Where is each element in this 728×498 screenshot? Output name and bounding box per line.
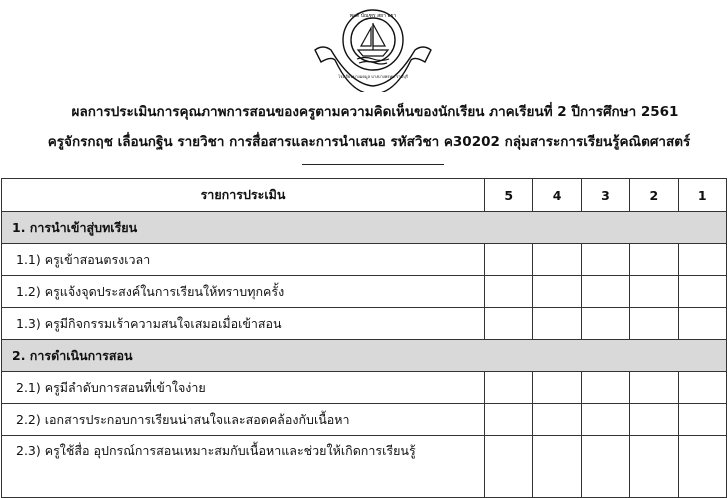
- score-cell[interactable]: [630, 244, 678, 276]
- criterion-label: 2.1) ครูมีลำดับการสอนที่เข้าใจง่าย: [2, 372, 485, 404]
- score-cell[interactable]: [678, 404, 726, 436]
- header-score-2: 2: [630, 179, 678, 212]
- section-row: [2, 340, 727, 372]
- score-cell[interactable]: [484, 244, 532, 276]
- table-row: [2, 404, 727, 436]
- section-row: [2, 212, 727, 244]
- score-cell[interactable]: [533, 372, 581, 404]
- score-cell[interactable]: [533, 276, 581, 308]
- report-title: ผลการประเมินการคุณภาพการสอนของครูตามความคิดเห็นของนักเรียน ภาคเรียนที่ 2 ปีการศึกษา 2561: [71, 104, 679, 120]
- score-cell[interactable]: [581, 244, 629, 276]
- score-cell[interactable]: [581, 372, 629, 404]
- header-score-1: 1: [678, 179, 726, 212]
- score-cell[interactable]: [533, 404, 581, 436]
- score-cell[interactable]: [630, 308, 678, 340]
- score-cell[interactable]: [484, 276, 532, 308]
- table-row: [2, 308, 727, 340]
- score-cell[interactable]: [630, 372, 678, 404]
- criterion-label: 1.2) ครูแจ้งจุดประสงค์ในการเรียนให้ทราบทุกครั้ง: [2, 276, 485, 308]
- section-title: 1. การนำเข้าสู่บทเรียน: [2, 212, 727, 244]
- section-title: 2. การดำเนินการสอน: [2, 340, 727, 372]
- table-row: [2, 436, 727, 498]
- table-row: [2, 372, 727, 404]
- score-cell[interactable]: [533, 244, 581, 276]
- header-score-5: 5: [484, 179, 532, 212]
- score-cell[interactable]: [484, 372, 532, 404]
- table-header-row: [2, 179, 727, 212]
- school-emblem: [311, 4, 435, 92]
- table-row: [2, 244, 727, 276]
- header-score-4: 4: [533, 179, 581, 212]
- criterion-label: 2.2) เอกสารประกอบการเรียนน่าสนใจและสอดคล้องกับเนื้อหา: [2, 404, 485, 436]
- score-cell[interactable]: [581, 436, 629, 498]
- score-cell[interactable]: [678, 244, 726, 276]
- emblem-bottom-text: โรงเรียนบางมดมูล บางบางพรหม ราชบุรี: [338, 74, 408, 79]
- score-cell[interactable]: [630, 436, 678, 498]
- report-subtitle: ครูจักรกฤช เลื่อนกฐิน รายวิชา การสื่อสารและการนำเสนอ รหัสวิชา ค30202 กลุ่มสาระการเรียนรู้คณิตศาสตร์: [47, 134, 691, 150]
- score-cell[interactable]: [581, 276, 629, 308]
- header-score-3: 3: [581, 179, 629, 212]
- criterion-label: 1.1) ครูเข้าสอนตรงเวลา: [2, 244, 485, 276]
- criterion-label: 1.3) ครูมีกิจกรรมเร้าความสนใจเสมอเมื่อเข้าสอน: [2, 308, 485, 340]
- score-cell[interactable]: [678, 436, 726, 498]
- score-cell[interactable]: [678, 372, 726, 404]
- title-underline: [302, 164, 444, 165]
- emblem-top-text: พอดี บัณฑุร สยา อยา: [349, 13, 397, 19]
- score-cell[interactable]: [581, 404, 629, 436]
- criterion-label: 2.3) ครูใช้สื่อ อุปกรณ์การสอนเหมาะสมกับเนื้อหาและช่วยให้เกิดการเรียนรู้: [2, 436, 485, 498]
- score-cell[interactable]: [484, 404, 532, 436]
- evaluation-table: [1, 178, 727, 498]
- score-cell[interactable]: [630, 276, 678, 308]
- score-cell[interactable]: [678, 308, 726, 340]
- score-cell[interactable]: [484, 308, 532, 340]
- header-criteria: รายการประเมิน: [2, 179, 485, 212]
- score-cell[interactable]: [581, 308, 629, 340]
- table-row: [2, 276, 727, 308]
- score-cell[interactable]: [678, 276, 726, 308]
- score-cell[interactable]: [630, 404, 678, 436]
- score-cell[interactable]: [484, 436, 532, 498]
- score-cell[interactable]: [533, 308, 581, 340]
- score-cell[interactable]: [533, 436, 581, 498]
